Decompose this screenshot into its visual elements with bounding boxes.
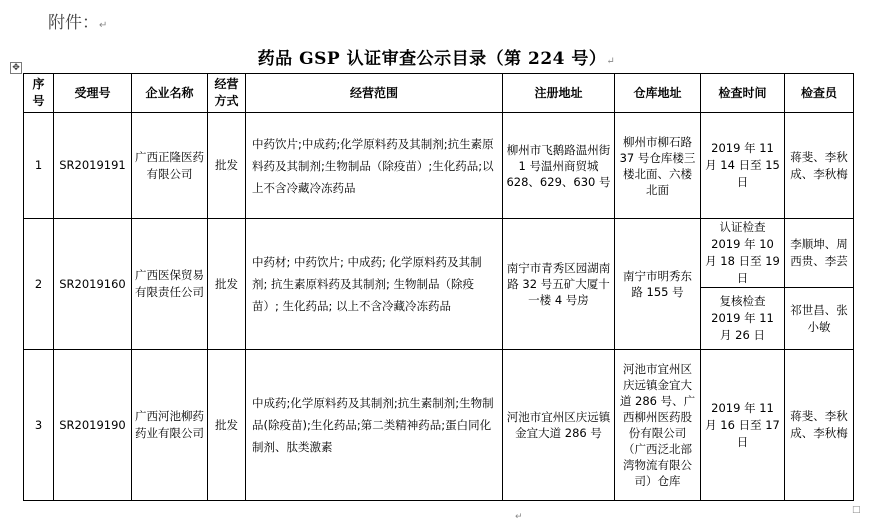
- cell-time: 2019 年 11 月 16 日至 17 日: [701, 350, 785, 501]
- page-title: 药品 GSP 认证审查公示目录（第 224 号）↵: [257, 49, 616, 69]
- cell-scope: 中药饮片;中成药;化学原料药及其制剂;抗生素原料药及其制剂;生物制品（除疫苗）;生化药品;以上不含冷藏冷冻药品: [246, 113, 503, 219]
- cell-reg-addr: 柳州市飞鹅路温州街 1 号温州商贸城 628、629、630 号: [503, 113, 615, 219]
- table-row: [24, 219, 854, 288]
- paragraph-mark-icon: ↵: [515, 512, 523, 522]
- cell-accept-no: SR2019191: [54, 113, 132, 219]
- header-row: [24, 74, 854, 113]
- header-scope: 经营范围: [246, 74, 503, 113]
- table-resize-handle-icon[interactable]: □: [852, 505, 861, 515]
- cell-mode: 批发: [208, 219, 246, 350]
- cell-time-review: 复核检查 2019 年 11 月 26 日: [701, 288, 785, 350]
- table-move-handle-icon[interactable]: ✥: [10, 62, 22, 74]
- header-mode: 经营方式: [208, 74, 246, 113]
- cell-wh-addr: 柳州市柳石路 37 号仓库楼三楼北面、六楼北面: [615, 113, 701, 219]
- cell-company: 广西河池柳药药业有限公司: [132, 350, 208, 501]
- cell-company: 广西正隆医药有限公司: [132, 113, 208, 219]
- header-time: 检查时间: [701, 74, 785, 113]
- cell-wh-addr: 南宁市明秀东路 155 号: [615, 219, 701, 350]
- gsp-table: [23, 73, 854, 501]
- cell-mode: 批发: [208, 350, 246, 501]
- cell-inspector: 蒋斐、李秋成、李秋梅: [785, 350, 854, 501]
- cell-no: 2: [24, 219, 54, 350]
- cell-accept-no: SR2019190: [54, 350, 132, 501]
- cell-time: 2019 年 11 月 14 日至 15 日: [701, 113, 785, 219]
- cell-wh-addr: 河池市宜州区庆远镇金宜大道 286 号、广西柳州医药股份有限公司（广西泛北部湾物流有限公司）仓库: [615, 350, 701, 501]
- cell-company: 广西医保贸易有限责任公司: [132, 219, 208, 350]
- cell-accept-no: SR2019160: [54, 219, 132, 350]
- header-accept-no: 受理号: [54, 74, 132, 113]
- cell-reg-addr: 南宁市青秀区园湖南路 32 号五矿大厦十一楼 4 号房: [503, 219, 615, 350]
- cell-scope: 中药材; 中药饮片; 中成药; 化学原料药及其制剂; 抗生素原料药及其制剂; 生物制品（除疫苗）; 生化药品; 以上不含冷藏冷冻药品: [246, 219, 503, 350]
- header-wh-addr: 仓库地址: [615, 74, 701, 113]
- cell-inspector-review: 祁世昌、张小敏: [785, 288, 854, 350]
- cell-scope: 中成药;化学原料药及其制剂;抗生素制剂;生物制品(除疫苗);生化药品;第二类精神药品;蛋白同化制剂、肽类激素: [246, 350, 503, 501]
- cell-inspector-cert: 李顺坤、周西贵、李芸: [785, 219, 854, 288]
- cell-inspector: 蒋斐、李秋成、李秋梅: [785, 113, 854, 219]
- cell-no: 3: [24, 350, 54, 501]
- cell-no: 1: [24, 113, 54, 219]
- header-company: 企业名称: [132, 74, 208, 113]
- cell-time-cert: 认证检查 2019 年 10 月 18 日至 19 日: [701, 219, 785, 288]
- header-reg-addr: 注册地址: [503, 74, 615, 113]
- attachment-label: 附件：↵: [48, 13, 108, 33]
- header-inspector: 检查员: [785, 74, 854, 113]
- table-row: [24, 350, 854, 501]
- cell-reg-addr: 河池市宜州区庆远镇金宜大道 286 号: [503, 350, 615, 501]
- table-row: [24, 113, 854, 219]
- header-no: 序号: [24, 74, 54, 113]
- cell-mode: 批发: [208, 113, 246, 219]
